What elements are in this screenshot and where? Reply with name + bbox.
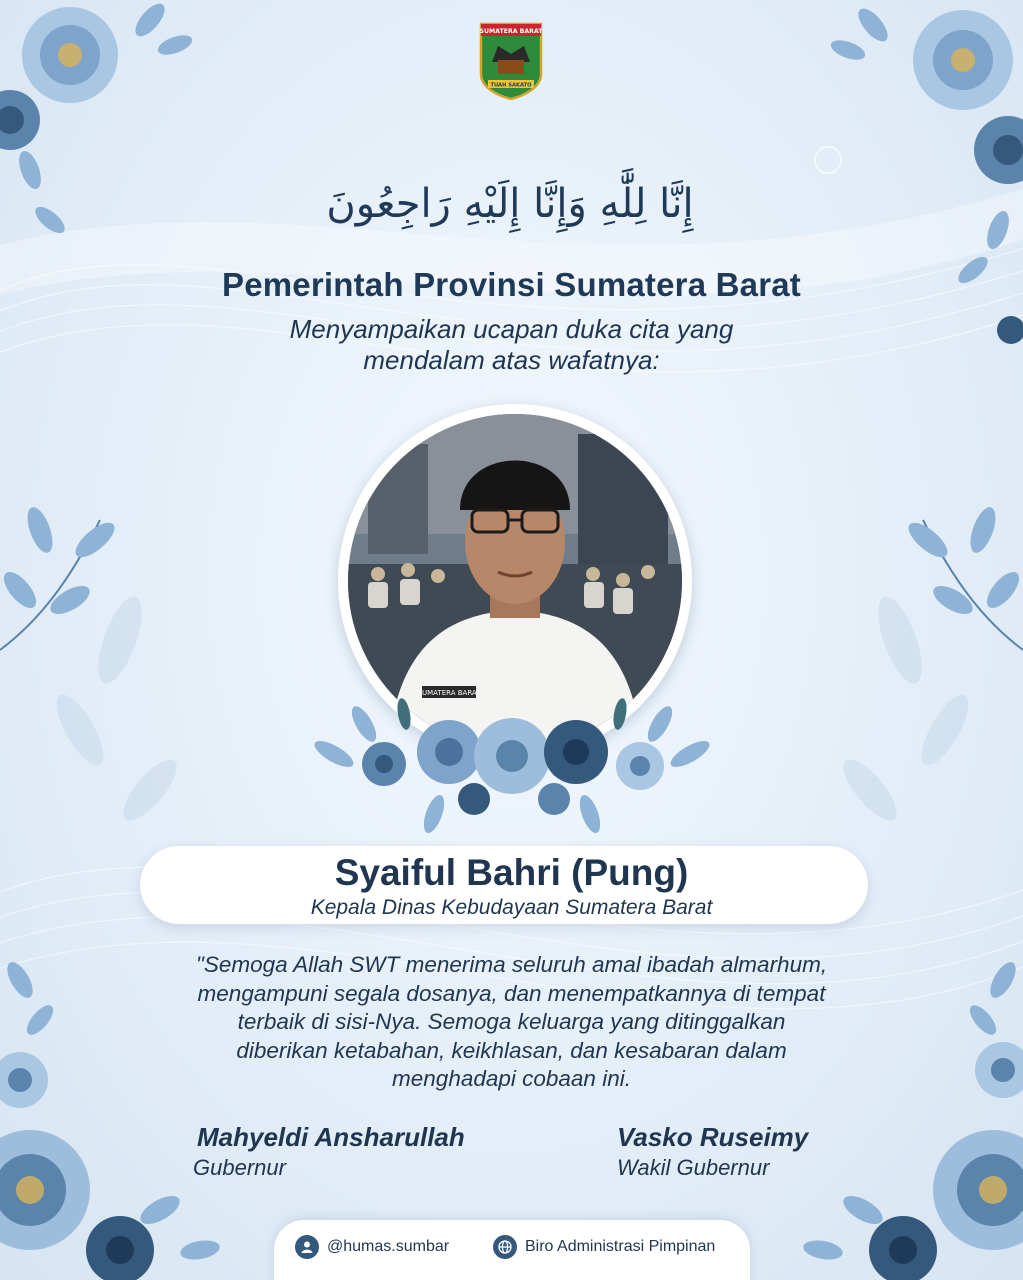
- arabic-calligraphy: [290, 122, 730, 252]
- vice-governor-title: Wakil Gubernur: [617, 1155, 770, 1180]
- person-icon: [295, 1235, 319, 1259]
- prayer-line: menghadapi cobaan ini.: [392, 1066, 631, 1091]
- subtitle-line-1: Menyampaikan ucapan duka cita yang: [289, 314, 734, 344]
- prayer-text: [160, 951, 863, 1094]
- sumatera-barat-logo: [478, 22, 544, 100]
- prayer-line: diberikan ketabahan, keikhlasan, dan kesabaran dalam: [236, 1037, 787, 1063]
- subtitle-line-2: mendalam atas wafatnya:: [363, 345, 660, 375]
- website-text: Biro Administrasi Pimpinan: [525, 1238, 716, 1255]
- deceased-name: Syaiful Bahri (Pung): [334, 852, 689, 893]
- deceased-position: Kepala Dinas Kebudayaan Sumatera Barat: [310, 896, 713, 919]
- globe-icon: [493, 1235, 517, 1259]
- instagram-handle[interactable]: [295, 1235, 449, 1259]
- flower-decoration-top-left: [0, 0, 200, 300]
- governor-title: Gubernur: [193, 1155, 286, 1180]
- calligraphy-text: إِنَّا لِلَّٰهِ وَإِنَّا إِلَيْهِ رَاجِعُونَ: [326, 181, 694, 227]
- website-link[interactable]: [493, 1235, 715, 1259]
- governor-name: Mahyeldi Ansharullah: [197, 1122, 465, 1152]
- name-badge-text: SUMATERA BARAT: [417, 689, 481, 697]
- logo-top-text: SUMATERA BARAT: [479, 28, 543, 35]
- vice-governor-name: Vasko Ruseimy: [617, 1122, 809, 1152]
- prayer-line: "Semoga Allah SWT menerima seluruh amal ibadah almarhum,: [195, 952, 828, 977]
- prayer-line: terbaik di sisi-Nya. Semoga keluarga yang ditinggalkan: [237, 1009, 786, 1034]
- prayer-line: mengampuni segala dosanya, dan menempatkannya di tempat: [197, 980, 826, 1006]
- instagram-handle-text: @humas.sumbar: [327, 1238, 450, 1255]
- organization-title: Pemerintah Provinsi Sumatera Barat: [221, 266, 801, 303]
- leaf-decoration-right: [883, 500, 1023, 700]
- logo-motto: TUAH SAKATO: [490, 82, 532, 89]
- flower-arrangement: [314, 684, 710, 840]
- leaf-decoration-left: [0, 500, 140, 700]
- condolence-subtitle: [260, 314, 763, 376]
- flower-decoration-top-right: [823, 0, 1023, 360]
